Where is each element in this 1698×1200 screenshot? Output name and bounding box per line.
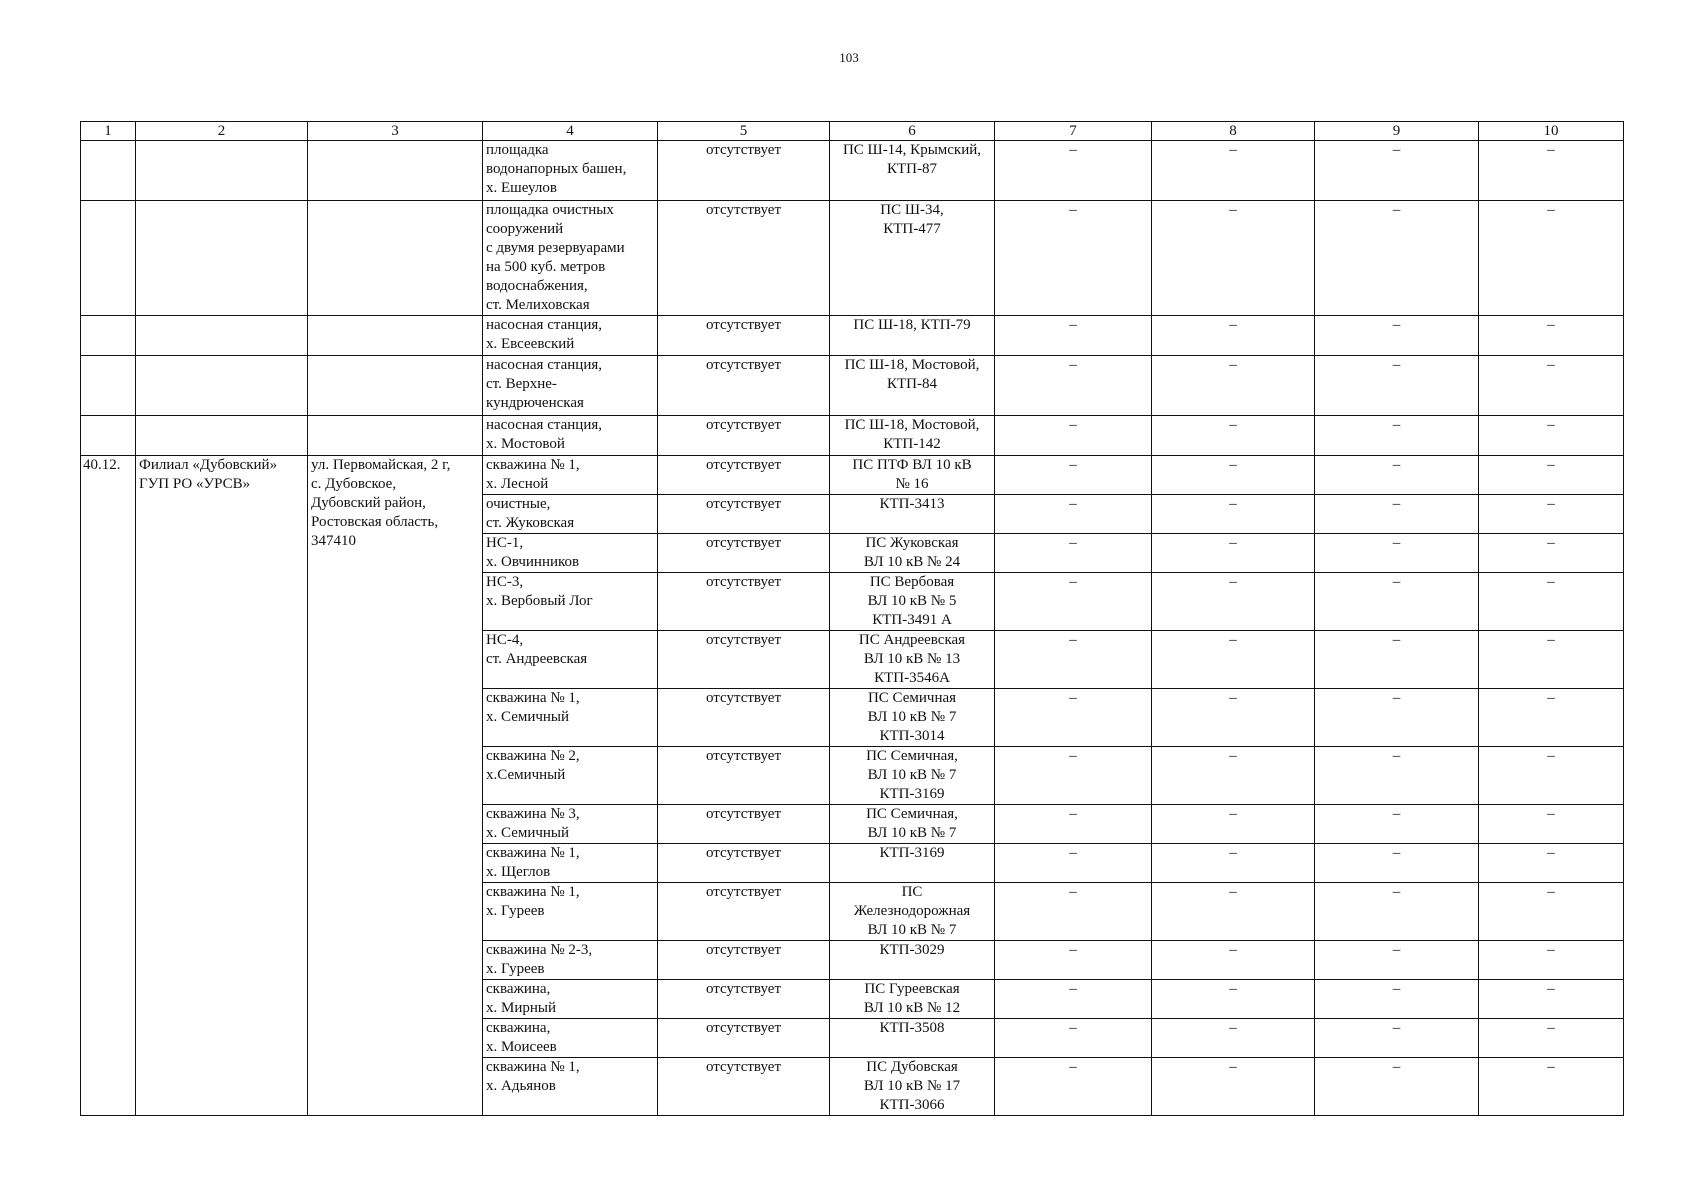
dash-cell-8: – xyxy=(1152,456,1315,495)
dash-cell-7: – xyxy=(995,844,1152,883)
dash-cell-10: – xyxy=(1479,980,1624,1019)
dash-cell-9: – xyxy=(1315,805,1479,844)
item-number-cell: 40.12. xyxy=(81,456,136,1116)
dash-cell-10: – xyxy=(1479,356,1624,416)
facility-cell: площадка водонапорных башен, х. Ешеулов xyxy=(483,141,658,201)
header-col-1: 1 xyxy=(81,122,136,141)
dash-cell-8: – xyxy=(1152,980,1315,1019)
empty-cell-col1 xyxy=(81,356,136,416)
dash-cell-9: – xyxy=(1315,495,1479,534)
dash-cell-10: – xyxy=(1479,941,1624,980)
empty-cell-col1 xyxy=(81,201,136,316)
power-source-cell: ПС Ш-18, Мостовой, КТП-84 xyxy=(830,356,995,416)
status-cell: отсутствует xyxy=(658,1019,830,1058)
power-source-cell: ПС ПТФ ВЛ 10 кВ № 16 xyxy=(830,456,995,495)
facility-cell: очистные, ст. Жуковская xyxy=(483,495,658,534)
dash-cell-9: – xyxy=(1315,573,1479,631)
power-source-cell: ПС Гуреевская ВЛ 10 кВ № 12 xyxy=(830,980,995,1019)
dash-cell-9: – xyxy=(1315,844,1479,883)
header-col-5: 5 xyxy=(658,122,830,141)
facility-cell: скважина № 1, х. Щеглов xyxy=(483,844,658,883)
facility-cell: скважина № 2, х.Семичный xyxy=(483,747,658,805)
table-row xyxy=(81,316,1624,356)
facility-cell: скважина № 2-3, х. Гуреев xyxy=(483,941,658,980)
status-cell: отсутствует xyxy=(658,573,830,631)
header-col-9: 9 xyxy=(1315,122,1479,141)
power-source-cell: ПС Ш-34, КТП-477 xyxy=(830,201,995,316)
dash-cell-8: – xyxy=(1152,941,1315,980)
dash-cell-8: – xyxy=(1152,883,1315,941)
status-cell: отсутствует xyxy=(658,805,830,844)
dash-cell-10: – xyxy=(1479,844,1624,883)
dash-cell-7: – xyxy=(995,495,1152,534)
table-row xyxy=(81,456,1624,495)
status-cell: отсутствует xyxy=(658,1058,830,1116)
dash-cell-7: – xyxy=(995,1019,1152,1058)
organization-cell: Филиал «Дубовский» ГУП РО «УРСВ» xyxy=(136,456,308,1116)
power-source-cell: ПС Жуковская ВЛ 10 кВ № 24 xyxy=(830,534,995,573)
dash-cell-8: – xyxy=(1152,631,1315,689)
dash-cell-10: – xyxy=(1479,631,1624,689)
dash-cell-9: – xyxy=(1315,534,1479,573)
facility-cell: скважина № 1, х. Лесной xyxy=(483,456,658,495)
dash-cell-8: – xyxy=(1152,747,1315,805)
dash-cell-10: – xyxy=(1479,534,1624,573)
status-cell: отсутствует xyxy=(658,747,830,805)
dash-cell-8: – xyxy=(1152,416,1315,456)
status-cell: отсутствует xyxy=(658,495,830,534)
empty-cell-col2 xyxy=(136,141,308,201)
dash-cell-8: – xyxy=(1152,534,1315,573)
table-row xyxy=(81,416,1624,456)
facilities-table xyxy=(80,121,1624,1116)
power-source-cell: ПС Семичная, ВЛ 10 кВ № 7 xyxy=(830,805,995,844)
dash-cell-9: – xyxy=(1315,316,1479,356)
power-source-cell: ПС Семичная, ВЛ 10 кВ № 7 КТП-3169 xyxy=(830,747,995,805)
dash-cell-10: – xyxy=(1479,141,1624,201)
empty-cell-col1 xyxy=(81,416,136,456)
dash-cell-7: – xyxy=(995,416,1152,456)
dash-cell-9: – xyxy=(1315,631,1479,689)
header-col-10: 10 xyxy=(1479,122,1624,141)
empty-cell-col1 xyxy=(81,316,136,356)
status-cell: отсутствует xyxy=(658,356,830,416)
dash-cell-10: – xyxy=(1479,689,1624,747)
power-source-cell: ПС Ш-18, Мостовой, КТП-142 xyxy=(830,416,995,456)
facility-cell: скважина № 1, х. Гуреев xyxy=(483,883,658,941)
dash-cell-7: – xyxy=(995,941,1152,980)
power-source-cell: ПС Вербовая ВЛ 10 кВ № 5 КТП-3491 А xyxy=(830,573,995,631)
status-cell: отсутствует xyxy=(658,534,830,573)
empty-cell-col3 xyxy=(308,356,483,416)
facility-cell: скважина № 1, х. Адьянов xyxy=(483,1058,658,1116)
dash-cell-7: – xyxy=(995,747,1152,805)
power-source-cell: ПС Семичная ВЛ 10 кВ № 7 КТП-3014 xyxy=(830,689,995,747)
facility-cell: скважина № 1, х. Семичный xyxy=(483,689,658,747)
dash-cell-8: – xyxy=(1152,805,1315,844)
status-cell: отсутствует xyxy=(658,631,830,689)
dash-cell-7: – xyxy=(995,573,1152,631)
dash-cell-7: – xyxy=(995,356,1152,416)
dash-cell-8: – xyxy=(1152,201,1315,316)
status-cell: отсутствует xyxy=(658,456,830,495)
status-cell: отсутствует xyxy=(658,689,830,747)
dash-cell-9: – xyxy=(1315,1019,1479,1058)
dash-cell-7: – xyxy=(995,141,1152,201)
dash-cell-10: – xyxy=(1479,805,1624,844)
dash-cell-7: – xyxy=(995,883,1152,941)
dash-cell-10: – xyxy=(1479,883,1624,941)
dash-cell-8: – xyxy=(1152,1058,1315,1116)
power-source-cell: ПС Дубовская ВЛ 10 кВ № 17 КТП-3066 xyxy=(830,1058,995,1116)
power-source-cell: ПС Андреевская ВЛ 10 кВ № 13 КТП-3546А xyxy=(830,631,995,689)
facility-cell: НС-3, х. Вербовый Лог xyxy=(483,573,658,631)
header-row xyxy=(81,122,1624,141)
dash-cell-7: – xyxy=(995,201,1152,316)
facility-cell: НС-4, ст. Андреевская xyxy=(483,631,658,689)
power-source-cell: ПС Ш-14, Крымский, КТП-87 xyxy=(830,141,995,201)
dash-cell-10: – xyxy=(1479,573,1624,631)
header-col-8: 8 xyxy=(1152,122,1315,141)
facility-cell: скважина № 3, х. Семичный xyxy=(483,805,658,844)
empty-cell-col3 xyxy=(308,201,483,316)
dash-cell-7: – xyxy=(995,456,1152,495)
status-cell: отсутствует xyxy=(658,941,830,980)
dash-cell-7: – xyxy=(995,631,1152,689)
status-cell: отсутствует xyxy=(658,980,830,1019)
power-source-cell: ПС Железнодорожная ВЛ 10 кВ № 7 xyxy=(830,883,995,941)
facility-cell: НС-1, х. Овчинников xyxy=(483,534,658,573)
empty-cell-col3 xyxy=(308,141,483,201)
facility-cell: насосная станция, х. Евсеевский xyxy=(483,316,658,356)
dash-cell-8: – xyxy=(1152,356,1315,416)
dash-cell-8: – xyxy=(1152,495,1315,534)
dash-cell-7: – xyxy=(995,689,1152,747)
empty-cell-col1 xyxy=(81,141,136,201)
status-cell: отсутствует xyxy=(658,141,830,201)
dash-cell-8: – xyxy=(1152,573,1315,631)
header-col-4: 4 xyxy=(483,122,658,141)
dash-cell-9: – xyxy=(1315,141,1479,201)
power-source-cell: КТП-3413 xyxy=(830,495,995,534)
dash-cell-7: – xyxy=(995,316,1152,356)
empty-cell-col2 xyxy=(136,356,308,416)
dash-cell-9: – xyxy=(1315,356,1479,416)
power-source-cell: КТП-3029 xyxy=(830,941,995,980)
dash-cell-7: – xyxy=(995,534,1152,573)
dash-cell-8: – xyxy=(1152,1019,1315,1058)
header-col-3: 3 xyxy=(308,122,483,141)
table-row xyxy=(81,201,1624,316)
dash-cell-10: – xyxy=(1479,747,1624,805)
dash-cell-9: – xyxy=(1315,456,1479,495)
status-cell: отсутствует xyxy=(658,316,830,356)
dash-cell-9: – xyxy=(1315,1058,1479,1116)
dash-cell-9: – xyxy=(1315,201,1479,316)
dash-cell-10: – xyxy=(1479,495,1624,534)
empty-cell-col3 xyxy=(308,416,483,456)
dash-cell-10: – xyxy=(1479,316,1624,356)
status-cell: отсутствует xyxy=(658,416,830,456)
dash-cell-8: – xyxy=(1152,689,1315,747)
dash-cell-10: – xyxy=(1479,416,1624,456)
dash-cell-9: – xyxy=(1315,747,1479,805)
status-cell: отсутствует xyxy=(658,201,830,316)
status-cell: отсутствует xyxy=(658,883,830,941)
power-source-cell: ПС Ш-18, КТП-79 xyxy=(830,316,995,356)
dash-cell-8: – xyxy=(1152,141,1315,201)
empty-cell-col2 xyxy=(136,316,308,356)
dash-cell-9: – xyxy=(1315,883,1479,941)
dash-cell-10: – xyxy=(1479,1019,1624,1058)
facility-cell: скважина, х. Мирный xyxy=(483,980,658,1019)
header-col-6: 6 xyxy=(830,122,995,141)
dash-cell-9: – xyxy=(1315,416,1479,456)
empty-cell-col2 xyxy=(136,416,308,456)
power-source-cell: КТП-3169 xyxy=(830,844,995,883)
table-header xyxy=(81,122,1624,141)
facility-cell: насосная станция, х. Мостовой xyxy=(483,416,658,456)
empty-cell-col3 xyxy=(308,316,483,356)
dash-cell-7: – xyxy=(995,1058,1152,1116)
dash-cell-10: – xyxy=(1479,1058,1624,1116)
dash-cell-8: – xyxy=(1152,844,1315,883)
facility-cell: площадка очистных сооружений с двумя резервуарами на 500 куб. метров водоснабжения, ст. Мелиховская xyxy=(483,201,658,316)
facility-cell: скважина, х. Моисеев xyxy=(483,1019,658,1058)
dash-cell-8: – xyxy=(1152,316,1315,356)
table-row xyxy=(81,356,1624,416)
dash-cell-9: – xyxy=(1315,941,1479,980)
dash-cell-10: – xyxy=(1479,201,1624,316)
page-number: 103 xyxy=(839,50,859,65)
dash-cell-9: – xyxy=(1315,980,1479,1019)
header-col-7: 7 xyxy=(995,122,1152,141)
table-body xyxy=(81,141,1624,1116)
facility-cell: насосная станция, ст. Верхне- кундрюченская xyxy=(483,356,658,416)
address-cell: ул. Первомайская, 2 г, с. Дубовское, Дубовский район, Ростовская область, 347410 xyxy=(308,456,483,1116)
empty-cell-col2 xyxy=(136,201,308,316)
dash-cell-7: – xyxy=(995,805,1152,844)
table-row xyxy=(81,141,1624,201)
status-cell: отсутствует xyxy=(658,844,830,883)
dash-cell-9: – xyxy=(1315,689,1479,747)
dash-cell-7: – xyxy=(995,980,1152,1019)
header-col-2: 2 xyxy=(136,122,308,141)
dash-cell-10: – xyxy=(1479,456,1624,495)
power-source-cell: КТП-3508 xyxy=(830,1019,995,1058)
